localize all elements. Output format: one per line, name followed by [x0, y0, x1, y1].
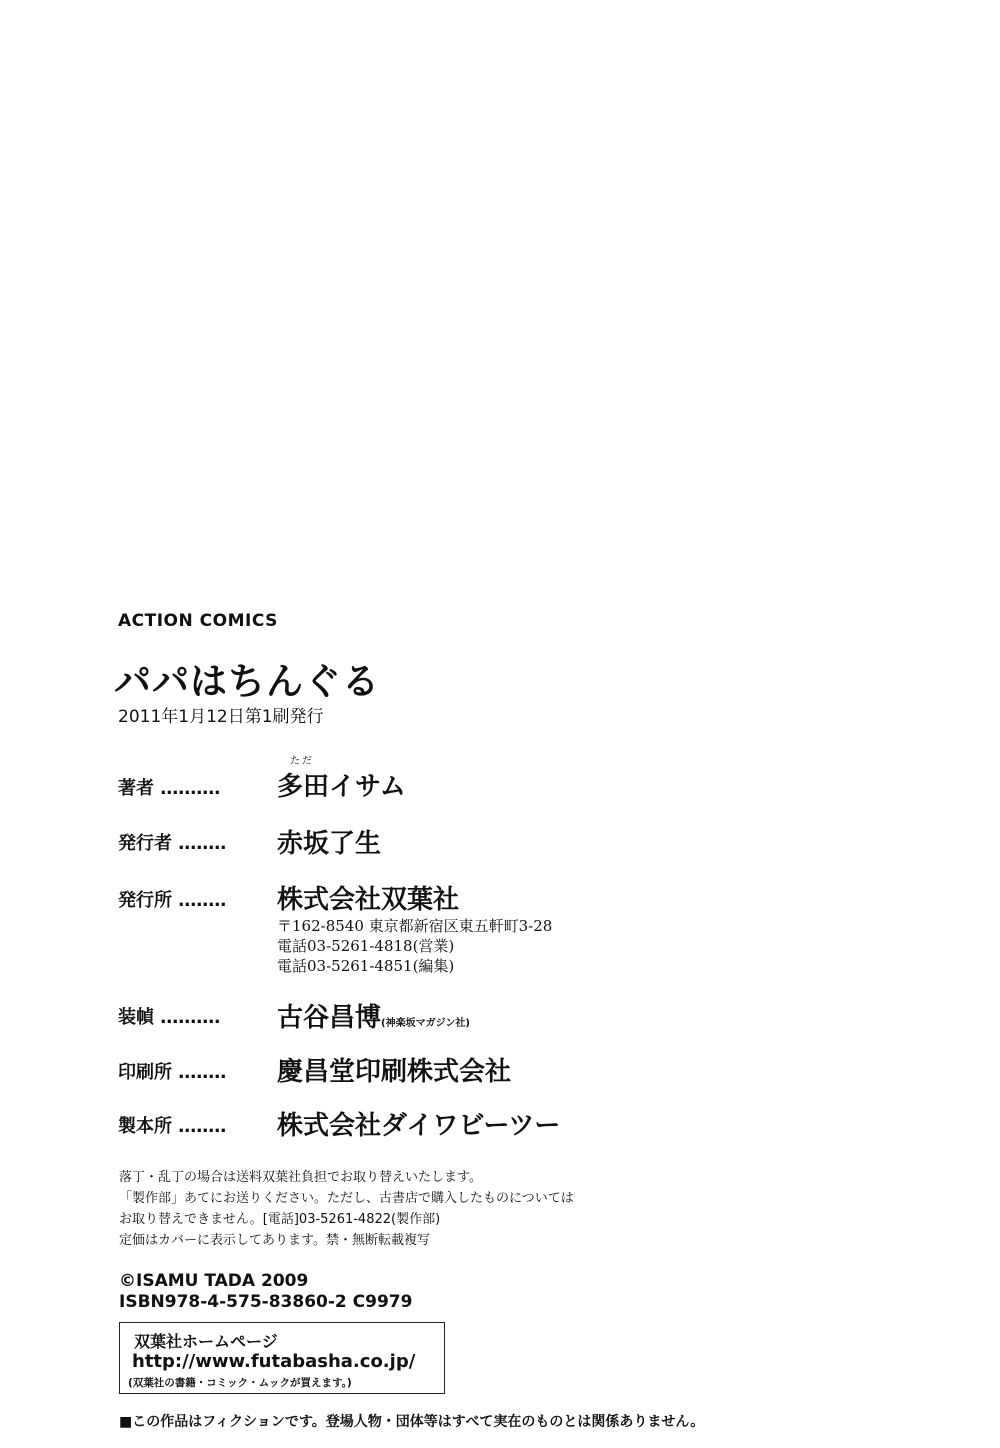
- homepage-box: [119, 1322, 445, 1394]
- credit-label-publisher: 発行者 ‥‥‥‥: [118, 833, 227, 854]
- copyright: ©ISAMU TADA 2009: [119, 1271, 309, 1291]
- fiction-notice: ■この作品はフィクションです。登場人物・団体等はすべて実在のものとは関係ありません。: [119, 1414, 705, 1430]
- editorial-phone: 電話03-5261-4851(編集): [277, 957, 455, 975]
- homepage-title: 双葉社ホームページ: [134, 1332, 278, 1351]
- credit-value-publishing-house: 株式会社双葉社: [277, 885, 460, 915]
- notice-line: お取り替えできません。[電話]03-5261-4822(製作部): [119, 1212, 441, 1227]
- credit-value-binder: 株式会社ダイワビーツー: [277, 1111, 561, 1141]
- notice-line: 定価はカバーに表示してあります。禁・無断転載複写: [119, 1233, 430, 1248]
- credit-label-design: 装幀 ‥‥‥‥‥: [118, 1007, 221, 1028]
- sales-phone: 電話03-5261-4818(営業): [277, 937, 455, 955]
- publish-date: 2011年1月12日第1刷発行: [118, 707, 324, 727]
- credit-label-publishing-house: 発行所 ‥‥‥‥: [118, 890, 227, 911]
- homepage-subtitle: (双葉社の書籍・コミック・ムックが買えます。): [128, 1377, 352, 1389]
- credit-value-design: [277, 997, 470, 1034]
- designer-company: (神楽坂マガジン社): [381, 1018, 470, 1029]
- credit-label-binder: 製本所 ‥‥‥‥: [118, 1116, 227, 1137]
- isbn: ISBN978-4-575-83860-2 C9979: [119, 1292, 413, 1312]
- credit-label-author: 著者 ‥‥‥‥‥: [118, 778, 221, 799]
- notice-line: 落丁・乱丁の場合は送料双葉社負担でお取り替えいたします。: [119, 1170, 482, 1185]
- homepage-url[interactable]: http://www.futabasha.co.jp/: [132, 1351, 416, 1372]
- designer-name: 古谷昌博: [277, 1003, 382, 1033]
- book-title: パパはちんぐる: [114, 660, 380, 703]
- credit-value-printer: 慶昌堂印刷株式会社: [277, 1057, 512, 1087]
- credit-value-author: 多田イサム: [277, 772, 406, 802]
- credit-value-publisher: 赤坂了生: [277, 829, 382, 859]
- author-ruby: ただ: [290, 756, 314, 767]
- series-name: ACTION COMICS: [118, 611, 278, 631]
- address-line: 〒162-8540 東京都新宿区東五軒町3-28: [277, 917, 553, 935]
- notice-line: 「製作部」あてにお送りください。ただし、古書店で購入したものについては: [119, 1191, 574, 1206]
- credit-label-printer: 印刷所 ‥‥‥‥: [118, 1062, 227, 1083]
